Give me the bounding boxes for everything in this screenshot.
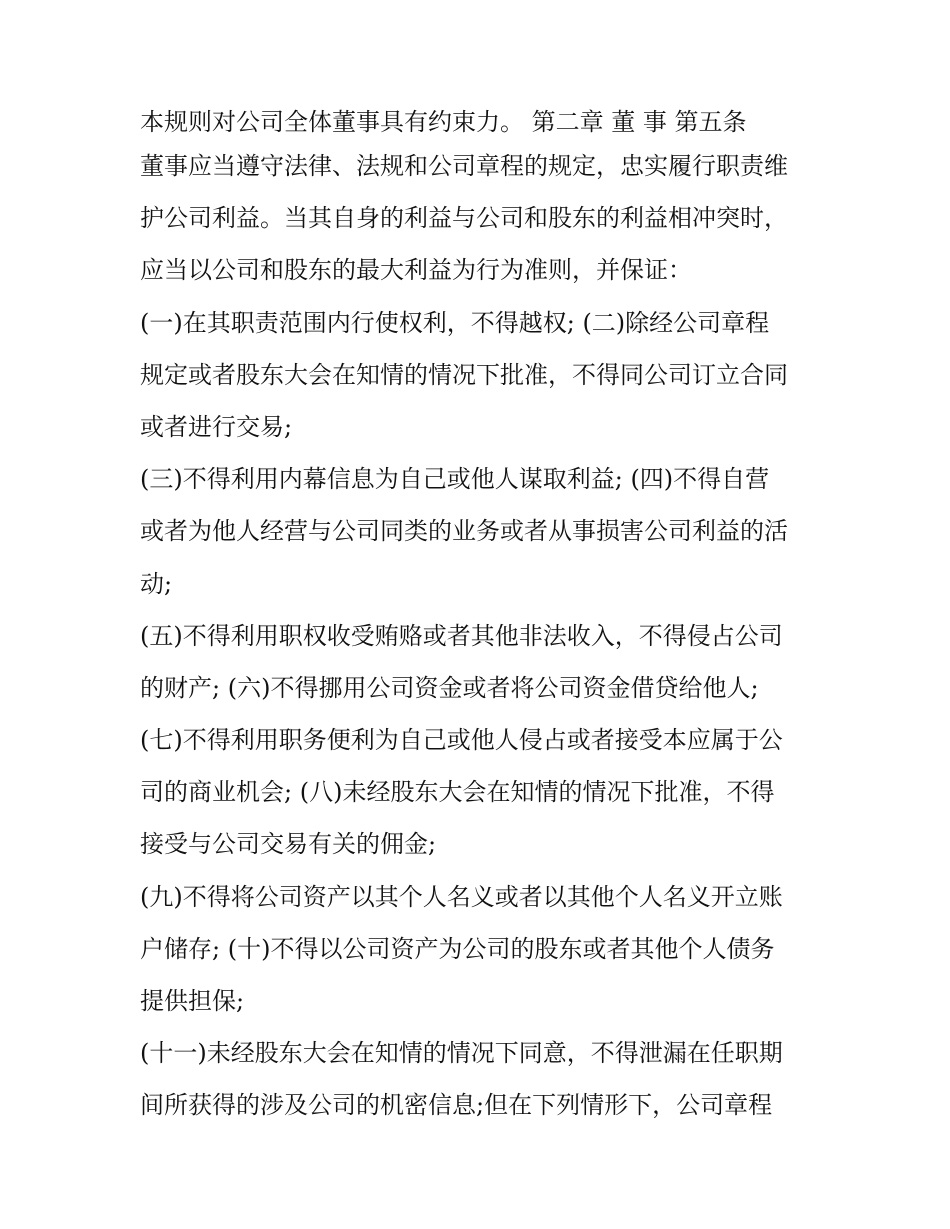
text-line: 应当以公司和股东的最大利益为行为准则，并保证： <box>140 256 692 285</box>
text-line: 的财产; (六)不得挪用公司资金或者将公司资金借贷给他人; <box>140 673 759 702</box>
text-line: 董事应当遵守法律、法规和公司章程的规定，忠实履行职责维 <box>140 152 788 180</box>
text-line: 户储存; (十)不得以公司资产为公司的股东或者其他个人债务 <box>140 934 775 963</box>
text-line: 或者为他人经营与公司同类的业务或者从事损害公司利益的活 <box>140 517 788 546</box>
text-line: 接受与公司交易有关的佣金; <box>140 830 437 859</box>
text-line: 动; <box>140 569 173 598</box>
document-body <box>140 104 830 1132</box>
text-line: (一)在其职责范围内行使权利，不得越权; (二)除经公司章程 <box>140 308 770 337</box>
text-line: 间所获得的涉及公司的机密信息;但在下列情形下，公司章程 <box>140 1091 773 1120</box>
text-line: 本规则对公司全体董事具有约束力。 第二章 董 事 第五条 <box>140 108 747 136</box>
text-line: 司的商业机会; (八)未经股东大会在知情的情况下批准，不得 <box>140 778 775 807</box>
text-line: (三)不得利用内幕信息为自己或他人谋取利益; (四)不得自营 <box>140 465 770 494</box>
text-line: (九)不得将公司资产以其个人名义或者以其他个人名义开立账 <box>140 882 783 911</box>
text-line: (十一)未经股东大会在知情的情况下同意，不得泄漏在任职期 <box>140 1039 783 1068</box>
text-line: 规定或者股东大会在知情的情况下批准，不得同公司订立合同 <box>140 360 788 389</box>
text-line: (七)不得利用职务便利为自己或他人侵占或者接受本应属于公 <box>140 726 783 755</box>
text-line: 或者进行交易; <box>140 412 293 441</box>
text-line: 提供担保; <box>140 987 245 1015</box>
text-line: (五)不得利用职权收受贿赂或者其他非法收入，不得侵占公司 <box>140 621 783 650</box>
text-line: 护公司利益。当其自身的利益与公司和股东的利益相冲突时， <box>140 204 788 233</box>
